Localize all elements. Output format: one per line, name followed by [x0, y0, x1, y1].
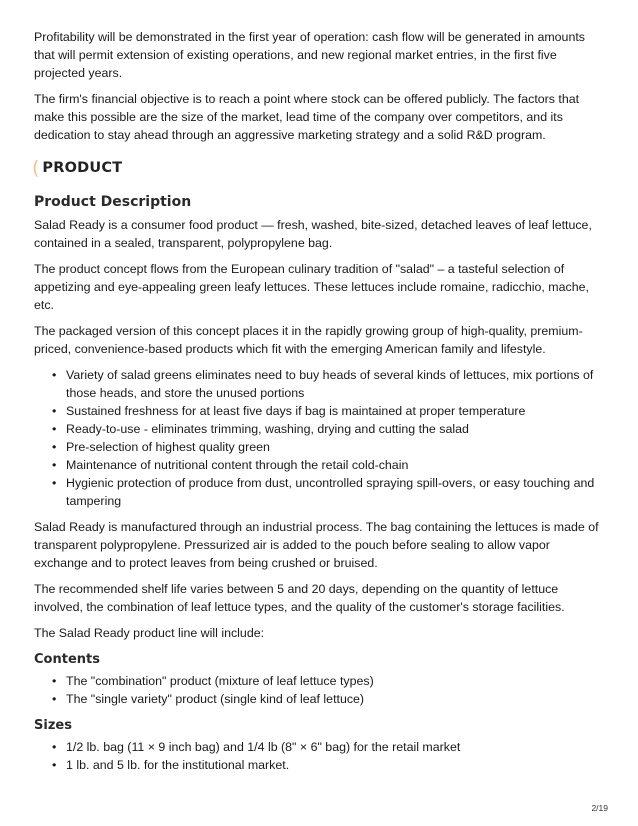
document-page: [34, 28, 606, 782]
paragraph-product-concept: The product concept flows from the European culinary tradition of "salad" – a tasteful selection of appetizing and eye-appealing green leafy lettuces. These lettuces include romaine, radicchio, mache, etc.: [34, 262, 589, 312]
paragraph-manufacturing: Salad Ready is manufactured through an industrial process. The bag containing the lettuces is made of transparent polypropylene. Pressurized air is added to the pouch before sealing to allow vapor exchange and to protect leaves from being crushed or bruised.: [34, 520, 599, 570]
list-item: • Ready-to-use - eliminates trimming, washing, drying and cutting the salad: [52, 422, 469, 436]
intro-paragraph-profitability: Profitability will be demonstrated in the first year of operation: cash flow will be generated in amounts that will permit extension of existing operations, and new regional market entries, in the first five projected years.: [34, 30, 585, 80]
bullet-icon: •: [52, 404, 57, 418]
paragraph-product-summary: Salad Ready is a consumer food product — fresh, washed, bite-sized, detached leaves of leaf lettuce, contained in a sealed, transparent, polypropylene bag.: [34, 218, 592, 250]
list-item: • 1 lb. and 5 lb. for the institutional market.: [52, 758, 290, 772]
list-item: • The "combination" product (mixture of leaf lettuce types): [52, 674, 374, 688]
list-item: • Hygienic protection of produce from dust, uncontrolled spraying spill-overs, or easy touching and tampering: [52, 476, 595, 508]
benefits-list: [34, 366, 606, 510]
list-item: • Maintenance of nutritional content through the retail cold-chain: [52, 458, 409, 472]
bullet-icon: •: [52, 740, 57, 754]
heading-product-description: Product Description: [34, 194, 192, 210]
list-item: • Sustained freshness for at least five days if bag is maintained at proper temperature: [52, 404, 526, 418]
list-item: • Pre-selection of highest quality green: [52, 440, 270, 454]
sizes-list: [34, 738, 606, 774]
bullet-icon: •: [52, 692, 57, 706]
bullet-icon: •: [52, 476, 57, 490]
page-number: 2/19: [591, 803, 608, 813]
bullet-icon: •: [52, 758, 57, 772]
list-item: • The "single variety" product (single kind of leaf lettuce): [52, 692, 365, 706]
contents-list: [34, 672, 606, 708]
bullet-icon: •: [52, 368, 57, 382]
paragraph-packaged-version: The packaged version of this concept places it in the rapidly growing group of high-quality, premium-priced, convenience-based products which fit with the emerging American family and lifestyle.: [34, 324, 583, 356]
section-title-text: PRODUCT: [42, 160, 123, 176]
paragraph-shelf-life: The recommended shelf life varies between 5 and 20 days, depending on the quantity of lettuce involved, the combination of leaf lettuce types, and the quality of the customer's storage facilities.: [34, 582, 565, 614]
bullet-icon: •: [52, 440, 57, 454]
intro-paragraph-financial-objective: The firm's financial objective is to reach a point where stock can be offered publicly. The factors that make this possible are the size of the market, lead time of the company over competitors, and its dedication to stay ahead through an aggressive marketing strategy and a solid R&D program.: [34, 92, 580, 142]
bullet-icon: •: [52, 674, 57, 688]
section-title-product: [32, 158, 606, 178]
list-item: • 1/2 lb. bag (11 × 9 inch bag) and 1/4 lb (8" × 6" bag) for the retail market: [52, 740, 461, 754]
bullet-icon: •: [52, 458, 57, 472]
section-bracket-icon: (: [32, 157, 40, 179]
list-item: • Variety of salad greens eliminates need to buy heads of several kinds of lettuces, mix portions of those heads, and store the unused portions: [52, 368, 594, 400]
heading-contents: Contents: [34, 652, 100, 667]
heading-sizes: Sizes: [34, 718, 72, 733]
paragraph-product-line-intro: The Salad Ready product line will include:: [34, 626, 265, 640]
bullet-icon: •: [52, 422, 57, 436]
